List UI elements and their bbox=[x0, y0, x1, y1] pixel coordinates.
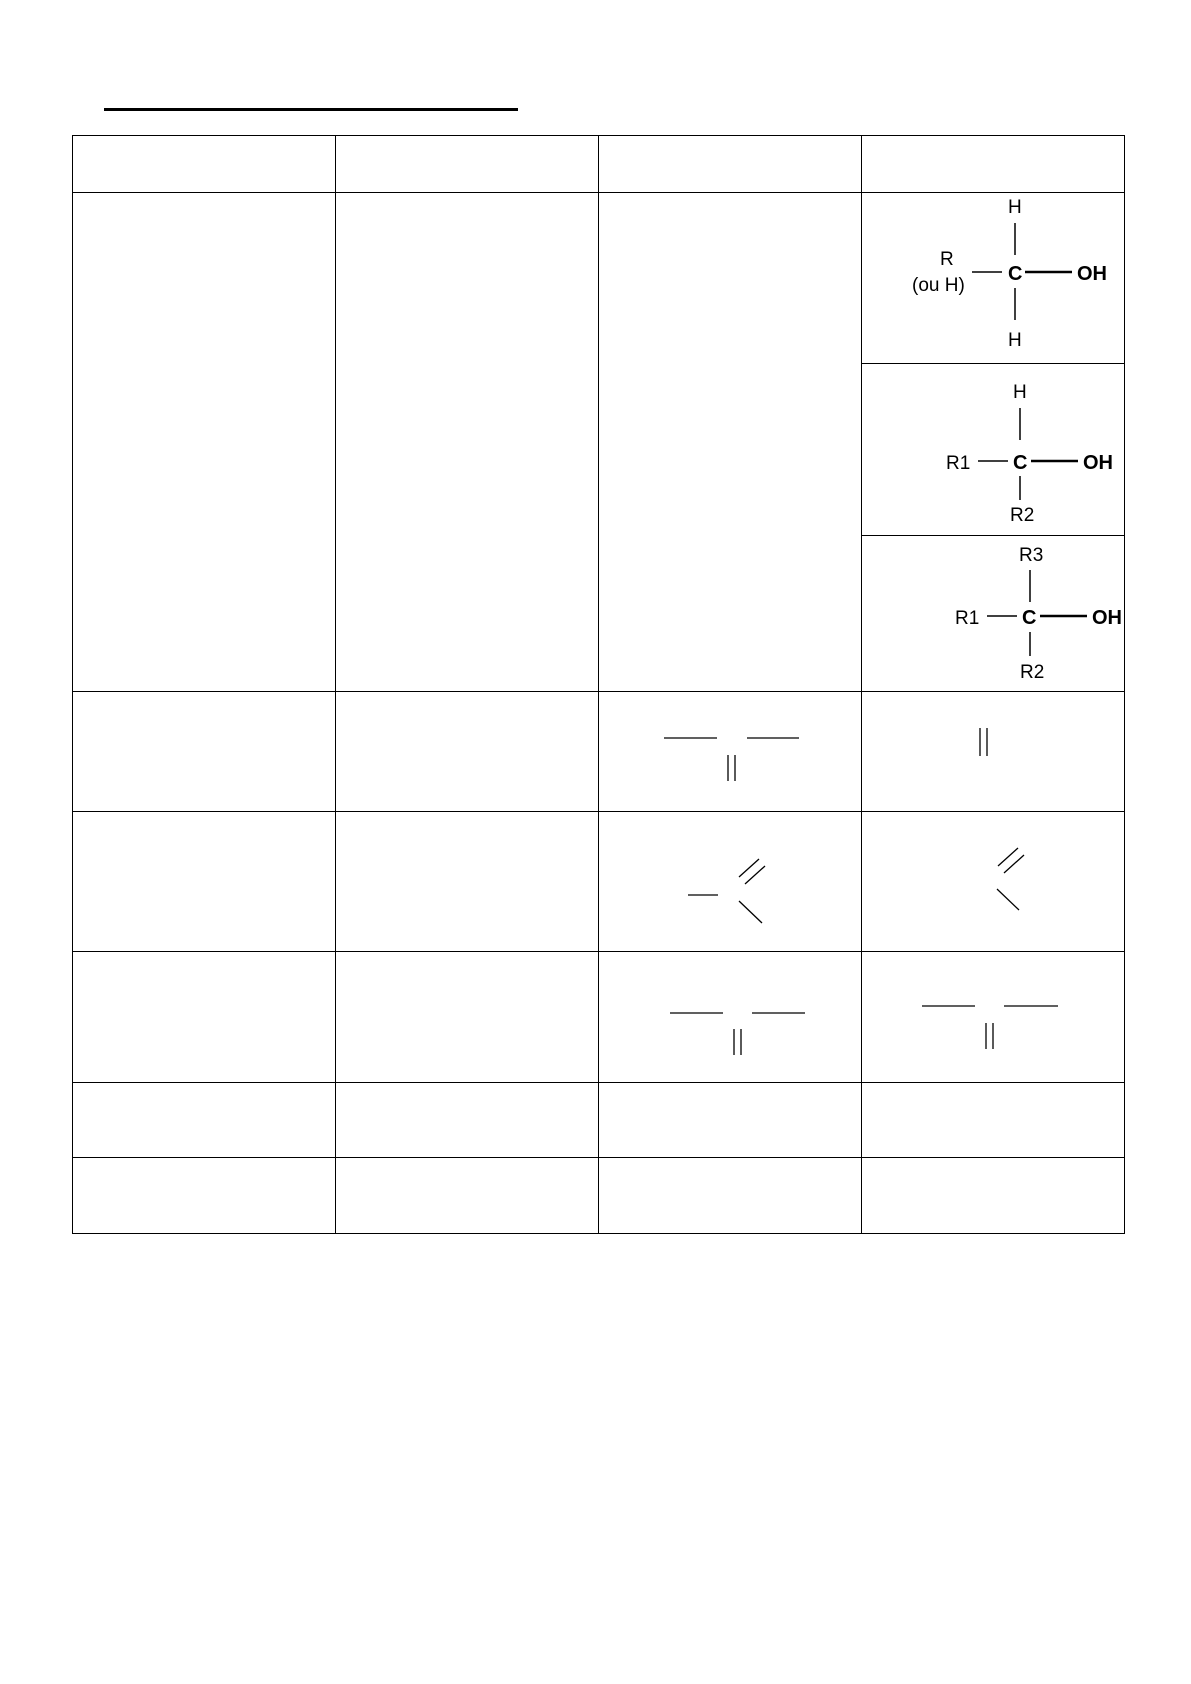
row-8-cell-4[interactable] bbox=[862, 1083, 1125, 1158]
functional-groups-table bbox=[72, 135, 1125, 1234]
row-5 bbox=[73, 692, 1125, 812]
group-oh: OH bbox=[1083, 452, 1113, 474]
row-8 bbox=[73, 1083, 1125, 1158]
header-cell-1[interactable] bbox=[73, 136, 336, 193]
secondary-alcohol-structure bbox=[862, 364, 1124, 535]
row-8-cell-3[interactable] bbox=[599, 1083, 862, 1158]
secondary-alcohol-cell bbox=[862, 364, 1125, 536]
atom-h-bottom: H bbox=[1008, 330, 1022, 351]
single-bond-down bbox=[739, 901, 762, 923]
atom-h-top: H bbox=[1013, 382, 1027, 403]
carbonyl-skeleton-1 bbox=[599, 693, 861, 811]
row-7-cell-3[interactable] bbox=[599, 952, 862, 1083]
atom-c: C bbox=[1013, 452, 1028, 474]
row-9 bbox=[73, 1158, 1125, 1234]
row-9-cell-4[interactable] bbox=[862, 1158, 1125, 1234]
row-6-cell-4[interactable] bbox=[862, 812, 1125, 952]
atom-c: C bbox=[1008, 263, 1023, 285]
row-7 bbox=[73, 952, 1125, 1083]
atom-r2: R2 bbox=[1020, 662, 1045, 683]
single-bond-down bbox=[997, 889, 1019, 910]
row-8-cell-2[interactable] bbox=[336, 1083, 599, 1158]
tertiary-alcohol-cell bbox=[862, 536, 1125, 692]
row-6-cell-1[interactable] bbox=[73, 812, 336, 952]
row-5-cell-3[interactable] bbox=[599, 692, 862, 812]
row-7-cell-2[interactable] bbox=[336, 952, 599, 1083]
header-cell-3[interactable] bbox=[599, 136, 862, 193]
group-oh: OH bbox=[1092, 607, 1122, 629]
row-7-cell-1[interactable] bbox=[73, 952, 336, 1083]
atom-r-note: (ou H) bbox=[912, 275, 965, 296]
primary-alcohol-cell bbox=[862, 193, 1125, 364]
row-9-cell-3[interactable] bbox=[599, 1158, 862, 1234]
title-underline bbox=[104, 108, 518, 111]
atom-c: C bbox=[1022, 607, 1037, 629]
alcohol-formula-cell[interactable] bbox=[599, 193, 862, 692]
header-row bbox=[73, 136, 1125, 193]
atom-h-top: H bbox=[1008, 197, 1022, 218]
carbonyl-skeleton-2 bbox=[599, 953, 861, 1082]
atom-r2: R2 bbox=[1010, 505, 1035, 526]
header-cell-2[interactable] bbox=[336, 136, 599, 193]
alcohol-family-cell[interactable] bbox=[73, 193, 336, 692]
carboxyl-skeleton bbox=[599, 813, 861, 951]
row-9-cell-1[interactable] bbox=[73, 1158, 336, 1234]
tertiary-alcohol-structure bbox=[862, 536, 1124, 691]
atom-r1: R1 bbox=[946, 453, 971, 474]
alcohol-group-cell[interactable] bbox=[336, 193, 599, 692]
row-6-cell-3[interactable] bbox=[599, 812, 862, 952]
row-8-cell-1[interactable] bbox=[73, 1083, 336, 1158]
row-6 bbox=[73, 812, 1125, 952]
carbonyl-skeleton-3 bbox=[862, 953, 1124, 1082]
row-5-cell-2[interactable] bbox=[336, 692, 599, 812]
atom-r1: R1 bbox=[955, 608, 980, 629]
row-7-cell-4[interactable] bbox=[862, 952, 1125, 1083]
carboxyl-fragment bbox=[862, 813, 1124, 951]
row-9-cell-2[interactable] bbox=[336, 1158, 599, 1234]
atom-r: R bbox=[940, 249, 954, 270]
row-5-cell-4[interactable] bbox=[862, 692, 1125, 812]
row-6-cell-2[interactable] bbox=[336, 812, 599, 952]
atom-r3: R3 bbox=[1019, 545, 1044, 566]
primary-alcohol-structure bbox=[862, 193, 1124, 363]
row-5-cell-1[interactable] bbox=[73, 692, 336, 812]
carbonyl-fragment-1 bbox=[862, 693, 1124, 811]
header-cell-4[interactable] bbox=[862, 136, 1125, 193]
group-oh: OH bbox=[1077, 263, 1107, 285]
alcohol-row-primary bbox=[73, 193, 1125, 364]
